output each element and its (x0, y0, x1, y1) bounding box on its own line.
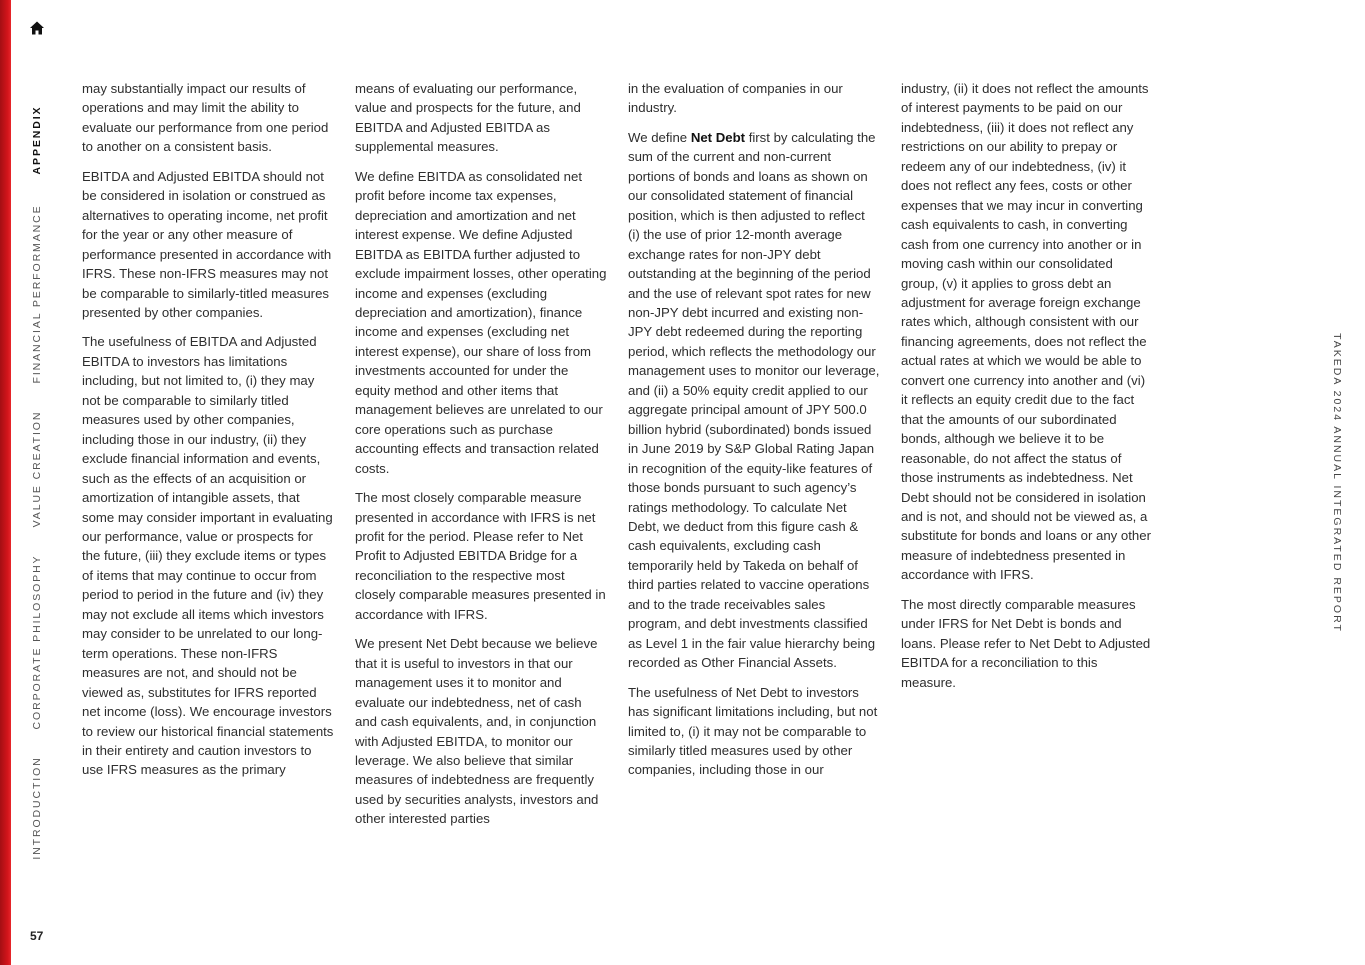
text-column-1 (82, 79, 334, 790)
paragraph: We present Net Debt because we believe that it is useful to investors in that our management uses it to monitor and evaluate our indebtedness, net of cash and cash equivalents, and, in conjunction with Adjusted EBITDA, to monitor our leverage. We also believe that similar measures of indebtedness are frequently used by securities analysts, investors and other interested parties (355, 636, 599, 827)
text-run: first by calculating the sum of the current and non-current portions of bonds and loans as shown on our consolidated statement of financial position, which is then adjusted to reflect (i) the use of prior 12-month average exchange rates for non-JPY debt outstanding at the beginning of the period and the use of relevant spot rates for new non-JPY debt incurred and existing non-JPY debt redeemed during the reporting period, which reflects the methodology our management uses to monitor our leverage, and (ii) a 50% equity credit applied to our aggregate principal amount of JPY 500.0 billion hybrid (subordinated) bonds issued in June 2019 by S&P Global Rating Japan in recognition of the equity-like features of those bonds pursuant to such agency’s ratings methodology. To calculate Net Debt, we deduct from this figure cash & cash equivalents, excluding cash temporarily held by Takeda on behalf of third parties related to vaccine operations and to the trade receivables sales program, and debt investments classified as Level 1 in the fair value hierarchy being recorded as Other Financial Assets. (628, 129, 880, 671)
paragraph: in the evaluation of companies in our industry. (628, 81, 843, 116)
text-column-2 (355, 79, 607, 839)
text-column-3 (628, 79, 880, 790)
paragraph: We define EBITDA as consolidated net profit before income tax expenses, depreciation and amortization and net interest expense. We define Adjusted EBITDA as EBITDA further adjusted to exclude impairment losses, other operating income and expenses (excluding depreciation and amortization), finance income and expenses (excluding net interest expense), our share of loss from investments accounted for under the equity method and other items that management believes are unrelated to our core operations such as purchase accounting effects and transaction related costs. (355, 168, 607, 476)
text-run: We define (628, 129, 691, 145)
paragraph: means of evaluating our performance, value and prospects for the future, and EBITDA and Adjusted EBITDA as supplemental measures. (355, 81, 581, 155)
nav-item-financial-performance[interactable]: FINANCIAL PERFORMANCE (31, 204, 43, 384)
paragraph: The usefulness of Net Debt to investors has significant limitations including, but not limited to, (i) it may not be comparable to similarly titled measures used by other companies, including those in our (628, 684, 878, 778)
nav-item-corporate-philosophy[interactable]: CORPORATE PHILOSOPHY (31, 554, 43, 730)
page-number: 57 (30, 929, 44, 943)
paragraph: The most directly comparable measures under IFRS for Net Debt is bonds and loans. Please refer to Net Debt to Adjusted EBITDA for a reconciliation to this measure. (901, 596, 1151, 690)
nav-item-introduction[interactable]: INTRODUCTION (31, 756, 43, 860)
accent-bar (0, 0, 11, 965)
side-navigation (20, 0, 54, 965)
paragraph: EBITDA and Adjusted EBITDA should not be considered in isolation or construed as alternatives to operating income, net profit for the year or any other measure of performance presented in accordance with IFRS. These non-IFRS measures may not be comparable to similarly-titled measures presented by other companies. (82, 168, 332, 320)
nav-item-appendix[interactable]: APPENDIX (31, 105, 43, 175)
nav-item-value-creation[interactable]: VALUE CREATION (31, 410, 43, 528)
report-title: TAKEDA 2024 ANNUAL INTEGRATED REPORT (1331, 333, 1343, 633)
net-debt-definition (628, 128, 880, 673)
text-column-4 (901, 79, 1153, 702)
paragraph: The usefulness of EBITDA and Adjusted EBITDA to investors has limitations including, but not limited to, (i) they may not be comparable to similarly titled measures used by other companies, including those in our industry, (ii) they exclude financial information and events, such as the effects of an acquisition or amortization of intangible assets, that some may consider important in evaluating our performance, value or prospects for the future, (iii) they exclude items or types of items that may continue to occur from period to period in the future and (iv) they may not exclude all items which investors may consider to be unrelated to our long-term operations. These non-IFRS measures are not, and should not be viewed as, substitutes for IFRS reported net income (loss). We encourage investors to review our historical financial statements in their entirety and caution investors to use IFRS measures as the primary (82, 334, 334, 778)
paragraph: industry, (ii) it does not reflect the amounts of interest payments to be paid on our indebtedness, (iii) it does not reflect any restrictions on our ability to prepay or redeem any of our indebtedness, (iv) it does not reflect any fees, costs or other expenses that we may incur in converting cash equivalents to cash, in converting cash from one currency into another or in moving cash within our consolidated group, (v) it applies to gross debt an adjustment for average foreign exchange rates which, although consistent with our financing agreements, does not reflect the actual rates at which we would be able to convert one currency into another and (vi) it reflects an equity credit due to the fact that the amounts of our subordinated bonds, although we believe it to be reasonable, do not affect the status of those instruments as indebtedness. Net Debt should not be considered in isolation and is not, and should not be viewed as, a substitute for bonds and loans or any other measure of indebtedness presented in accordance with IFRS. (901, 81, 1151, 583)
paragraph: The most closely comparable measure presented in accordance with IFRS is net profit for the period. Please refer to Net Profit to Adjusted EBITDA Bridge for a reconciliation to the respective most closely comparable measures presented in accordance with IFRS. (355, 490, 606, 622)
net-debt-term: Net Debt (690, 129, 746, 145)
paragraph: may substantially impact our results of operations and may limit the ability to evaluate our performance from one period to another on a consistent basis. (82, 81, 329, 155)
